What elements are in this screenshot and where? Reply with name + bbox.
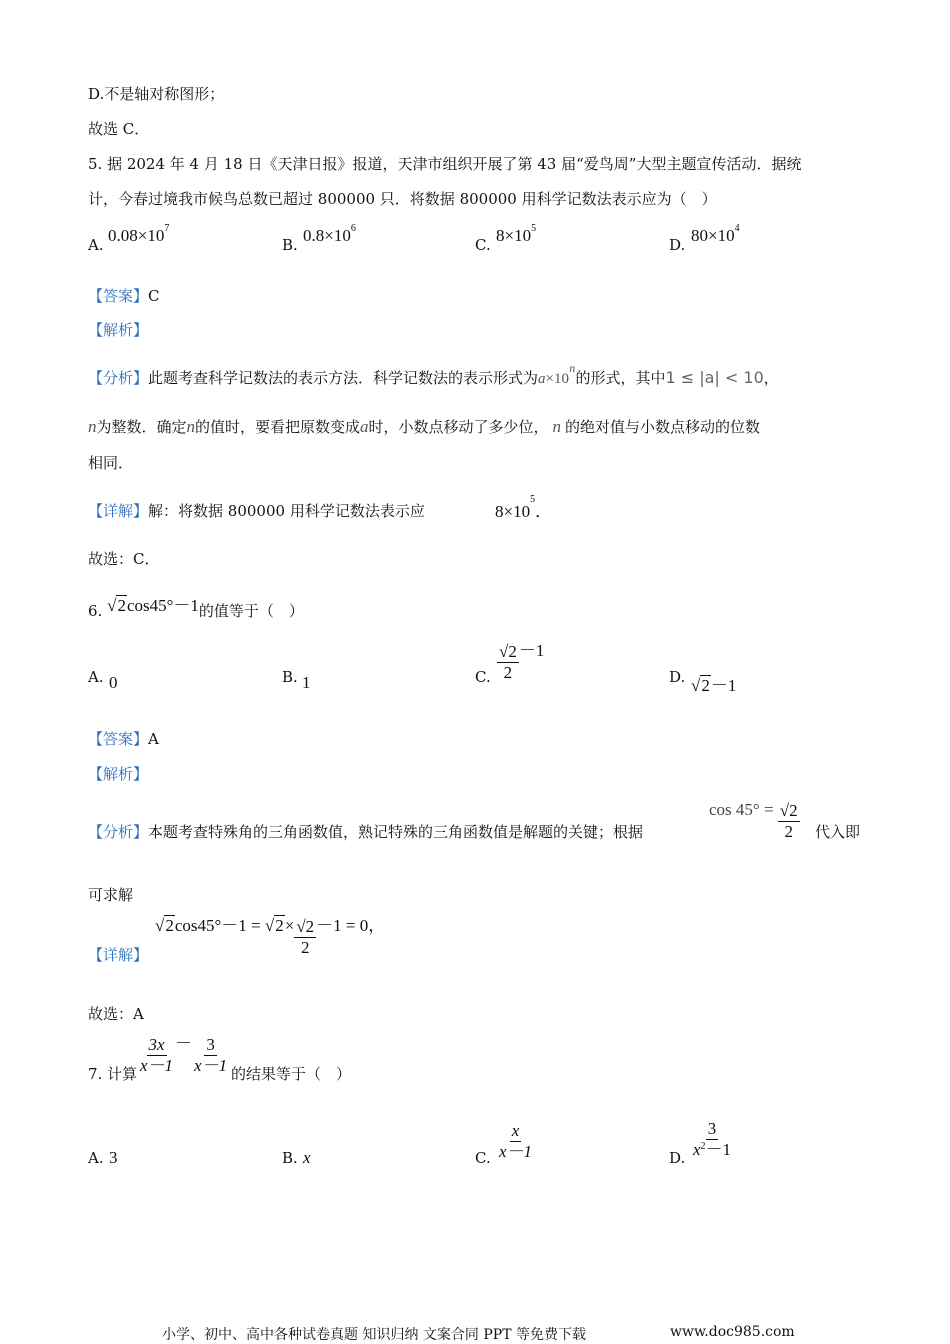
option-label: D. — [669, 668, 686, 686]
analysis-tag: 【解析】 — [88, 321, 149, 339]
detail-line: 【详解】 — [88, 946, 149, 964]
option-label: D. — [669, 1149, 686, 1167]
analysis-line-1: 【分析】此题考查科学记数法的表示方法．科学记数法的表示形式为$a\times 10^n$的形式，其中1 ≤ |a| < 10， — [88, 364, 779, 387]
option-math: $\frac{x}{x-1}$ — [499, 1121, 533, 1161]
question-7-text: 的结果等于（ ） — [231, 1065, 352, 1083]
option-label: D. — [669, 236, 686, 254]
analysis-text: 代入即 — [815, 823, 861, 841]
option-math: 1 — [302, 673, 311, 692]
option-math: 3 — [109, 1148, 118, 1167]
analysis-line-2: n为整数．确定n的值时，要看把原数变成a时，小数点移动了多少位， n 的绝对值与小数点移动的位数 — [88, 417, 761, 436]
option-label: B. — [282, 236, 298, 254]
question-7-label: 7. 计算 — [88, 1065, 138, 1083]
text-line: D.不是轴对称图形； — [88, 85, 225, 103]
analysis-math: cos 45° = $\frac{√2}{2}$ — [709, 800, 798, 841]
option-label: A. — [88, 236, 104, 254]
footer-link[interactable]: www.doc985.com — [670, 1324, 795, 1340]
detail-math: √2cos45°－1 = √2× $\frac{√2}{2}$ －1 = 0， — [155, 916, 386, 957]
answer-tag: 【答案】 — [88, 287, 149, 305]
option-math: $\frac{√2}{2}$ －1 — [499, 641, 545, 682]
option-math: x — [303, 1148, 311, 1167]
option-math: $0.08\times 10^7$ — [108, 223, 170, 245]
detail-line: 【详解】解：将数据 800000 用科学记数法表示应 — [88, 502, 425, 520]
option-math: $0.8\times 10^6$ — [303, 223, 356, 245]
question-7-math: $\frac{3x}{x-1}$ － $\frac{3}{x-1}$ — [140, 1034, 228, 1075]
option-label: C. — [475, 1149, 491, 1167]
option-math: √2－1 — [691, 676, 737, 695]
text-line: 故选：C． — [88, 550, 160, 568]
analysis-line-2: 可求解 — [88, 886, 134, 904]
answer-line: 【答案】C — [88, 287, 160, 305]
option-label: A. — [88, 1149, 104, 1167]
answer-line: 【答案】A — [88, 730, 159, 748]
analysis-line-1: 【分析】本题考查特殊角的三角函数值，熟记特殊的三角函数值是解题的关键；根据 — [88, 823, 644, 841]
question-5-line-2: 计，今春过境我市候鸟总数已超过 800000 只．将数据 800000 用科学记数法表示应为（ ） — [88, 190, 717, 208]
option-math: $80\times 10^4$ — [691, 223, 740, 245]
text-line: 故选：A — [88, 1005, 144, 1023]
text-line: 故选 C． — [88, 120, 150, 138]
option-math: 0 — [109, 673, 118, 692]
analysis-tag: 【解析】 — [88, 765, 149, 783]
option-math: $\frac{3}{x^2-1}$ — [693, 1119, 732, 1159]
footer-text: 小学、初中、高中各种试卷真题 知识归纳 文案合同 PPT 等免费下载 — [162, 1327, 586, 1343]
question-5-line-1: 5. 据 2024 年 4 月 18 日《天津日报》报道，天津市组织开展了第 43 届“爱鸟周”大型主题宣传活动．据统 — [88, 155, 802, 173]
detail-math: $8\times 10^5$． — [495, 494, 553, 521]
question-6-line: 6. √2cos45°－1的值等于（ ） — [88, 596, 304, 620]
option-label: B. — [282, 1149, 298, 1167]
option-label: B. — [282, 668, 298, 686]
option-label: C. — [475, 236, 491, 254]
option-label: C. — [475, 668, 491, 686]
option-label: A. — [88, 668, 104, 686]
analysis-line-3: 相同． — [88, 454, 134, 472]
option-math: $8\times 10^5$ — [496, 223, 537, 245]
